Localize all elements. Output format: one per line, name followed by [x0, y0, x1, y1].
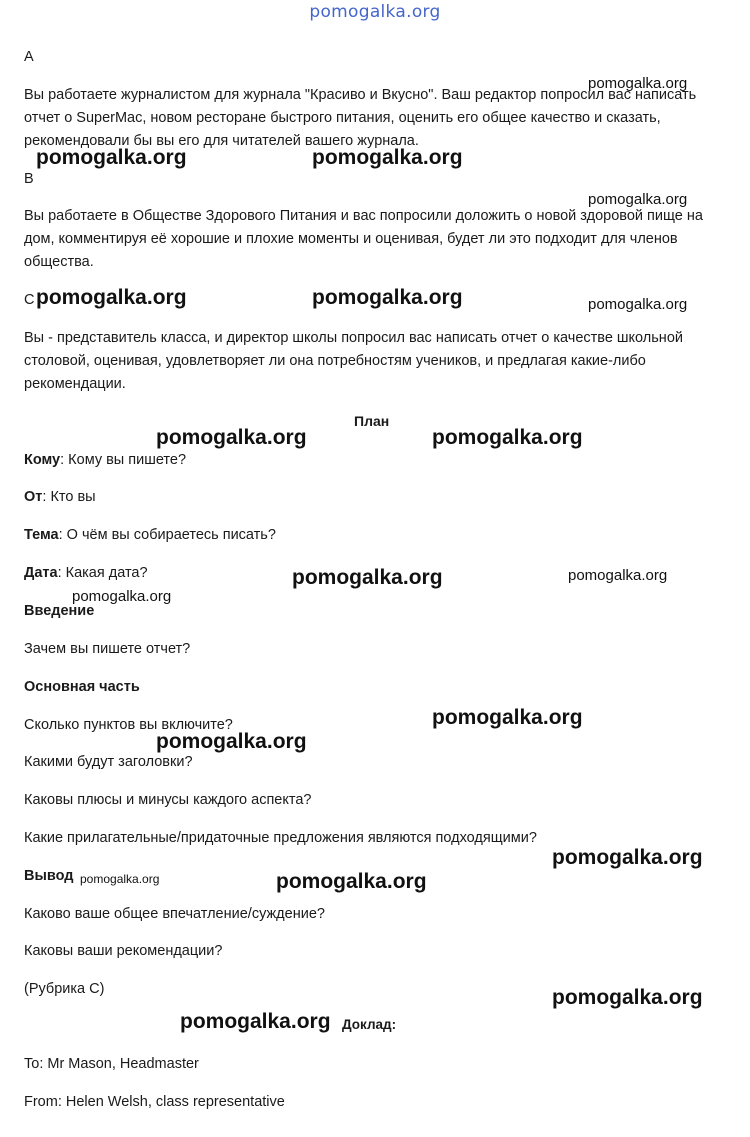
watermark: pomogalka.org — [180, 1010, 331, 1033]
plan-from-label: От — [24, 489, 43, 505]
plan-subject-label: Тема — [24, 527, 59, 543]
main-question-3: Каковы плюсы и минусы каждого аспекта? — [24, 792, 312, 808]
plan-title: План — [354, 413, 390, 429]
plan-from-line — [24, 486, 96, 509]
main-question-1: Сколько пунктов вы включите? — [24, 717, 233, 733]
watermark: pomogalka.org — [432, 426, 583, 449]
section-a-label: A — [24, 49, 34, 65]
plan-from-text: : Кто вы — [42, 489, 96, 505]
site-watermark-header[interactable]: pomogalka.org — [309, 2, 441, 22]
intro-question: Зачем вы пишете отчет? — [24, 641, 191, 657]
plan-to-label: Кому — [24, 452, 61, 468]
main-question-2: Какими будут заголовки? — [24, 754, 193, 770]
watermark: pomogalka.org — [36, 146, 187, 169]
section-c-text: Вы - представитель класса, и директор школы попросил вас написать отчет о качестве школьной столовой, оценивая, удовлетворяет ли она потребностям учеников, и предлагая какие-либо рекомендации. — [24, 330, 683, 392]
watermark: pomogalka.org — [276, 870, 427, 893]
main-heading: Основная часть — [24, 679, 140, 695]
plan-subject-line — [24, 524, 276, 547]
watermark: pomogalka.org — [72, 588, 172, 605]
section-a-text: Вы работаете журналистом для журнала "Красиво и Вкусно". Ваш редактор попросил вас написать отчет о SuperMac, новом ресторане быстрого питания, оценить его общее качество и сказать, рекомендовали бы вы его для читателей вашего журнала. — [24, 87, 697, 149]
report-from-line: From: Helen Welsh, class representative — [24, 1094, 285, 1110]
watermark: pomogalka.org — [552, 986, 703, 1009]
watermark: pomogalka.org — [432, 706, 583, 729]
plan-subject-text: : О чём вы собираетесь писать? — [58, 527, 276, 543]
main-question-4: Какие прилагательные/придаточные предложения являются подходящими? — [24, 830, 537, 846]
intro-heading: Введение — [24, 603, 95, 619]
watermark: pomogalka.org — [552, 846, 703, 869]
section-b-text: Вы работаете в Обществе Здорового Питания и вас попросили доложить о новой здоровой пище на дом, комментируя её хорошие и плохие моменты и оценивая, будет ли это подходит для членов общества. — [24, 208, 703, 270]
watermark: pomogalka.org — [588, 296, 688, 313]
conclusion-question-1: Каково ваше общее впечатление/суждение? — [24, 906, 325, 922]
watermark: pomogalka.org — [588, 75, 688, 92]
watermark: pomogalka.org — [156, 426, 307, 449]
plan-date-text: : Какая дата? — [57, 565, 148, 581]
report-title: Доклад: — [342, 1017, 397, 1032]
conclusion-heading: Вывод — [24, 868, 74, 884]
watermark: pomogalka.org — [36, 286, 187, 309]
section-b-label: B — [24, 171, 34, 187]
conclusion-question-2: Каковы ваши рекомендации? — [24, 943, 223, 959]
watermark: pomogalka.org — [568, 567, 668, 584]
section-c-label: C — [24, 292, 35, 308]
rubric-label: (Рубрика С) — [24, 981, 105, 997]
watermark: pomogalka.org — [292, 566, 443, 589]
watermark: pomogalka.org — [312, 286, 463, 309]
watermark: pomogalka.org — [80, 872, 160, 886]
watermark: pomogalka.org — [312, 146, 463, 169]
plan-date-line — [24, 562, 148, 585]
watermark: pomogalka.org — [156, 730, 307, 753]
plan-date-label: Дата — [24, 565, 58, 581]
report-to-line: To: Mr Mason, Headmaster — [24, 1056, 199, 1072]
watermark: pomogalka.org — [588, 191, 688, 208]
plan-to-line — [24, 449, 186, 472]
plan-to-text: : Кому вы пишете? — [60, 452, 187, 468]
